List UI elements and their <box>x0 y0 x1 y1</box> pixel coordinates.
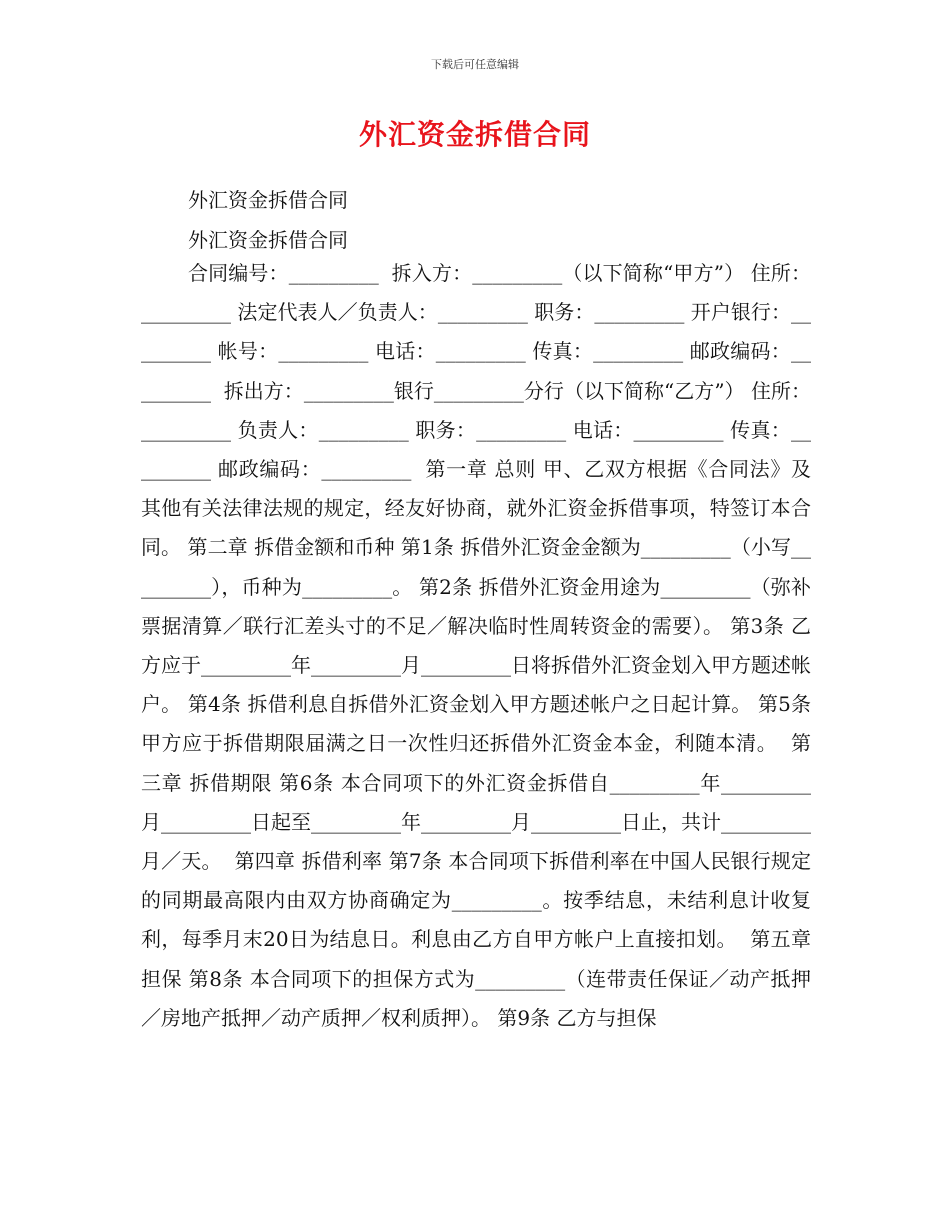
document-title: 外汇资金拆借合同 <box>358 118 591 151</box>
contract-body-text: 合同编号：_________ 拆入方：_________（以下简称“甲方”） 住所：_________ 法定代表人／负责人：_________ 职务：_________ 开户银行：_________ 帐号：_________ 电话：_________ 传真：_________ 邮政编码：_________ 拆出方：_________银行_________分行（以下简称“乙方”） 住所：_________ 负责人：_________ 职务：_________ 电话：_________ 传真：_________ 邮政编码：_________ 第一章 总则 甲、乙双方根据《合同法》及其他有关法律法规的规定，经友好协商，就外汇资金拆借事项，特签订本合同。 第二章 拆借金额和币种 第1条 拆借外汇资金金额为_________（小写_________），币种为_________。 第2条 拆借外汇资金用途为_________（弥补票据清算／联行汇差头寸的不足／解决临时性周转资金的需要）。 第3条 乙方应于_________年_________月_________日将拆借外汇资金划入甲方题述帐户。 第4条 拆借利息自拆借外汇资金划入甲方题述帐户之日起计算。 第5条 甲方应于拆借期限届满之日一次性归还拆借外汇资金本金，利随本清。 第三章 拆借期限 第6条 本合同项下的外汇资金拆借自_________年_________月_________日起至_________年_________月_________日止，共计_________月／天。 第四章 拆借利率 第7条 本合同项下拆借利率在中国人民银行规定的同期最高限内由双方协商确定为_________。按季结息，未结利息计收复利，每季月末20日为结息日。利息由乙方自甲方帐户上直接扣划。 第五章 担保 第8条 本合同项下的担保方式为_________（连带责任保证／动产抵押／房地产抵押／动产质押／权利质押）。 第9条 乙方与担保 <box>141 261 818 1030</box>
subtitle-line-2: 外汇资金拆借合同 <box>188 228 348 252</box>
subtitle-line-1: 外汇资金拆借合同 <box>188 188 348 212</box>
header-note: 下载后可任意编辑 <box>431 58 519 71</box>
